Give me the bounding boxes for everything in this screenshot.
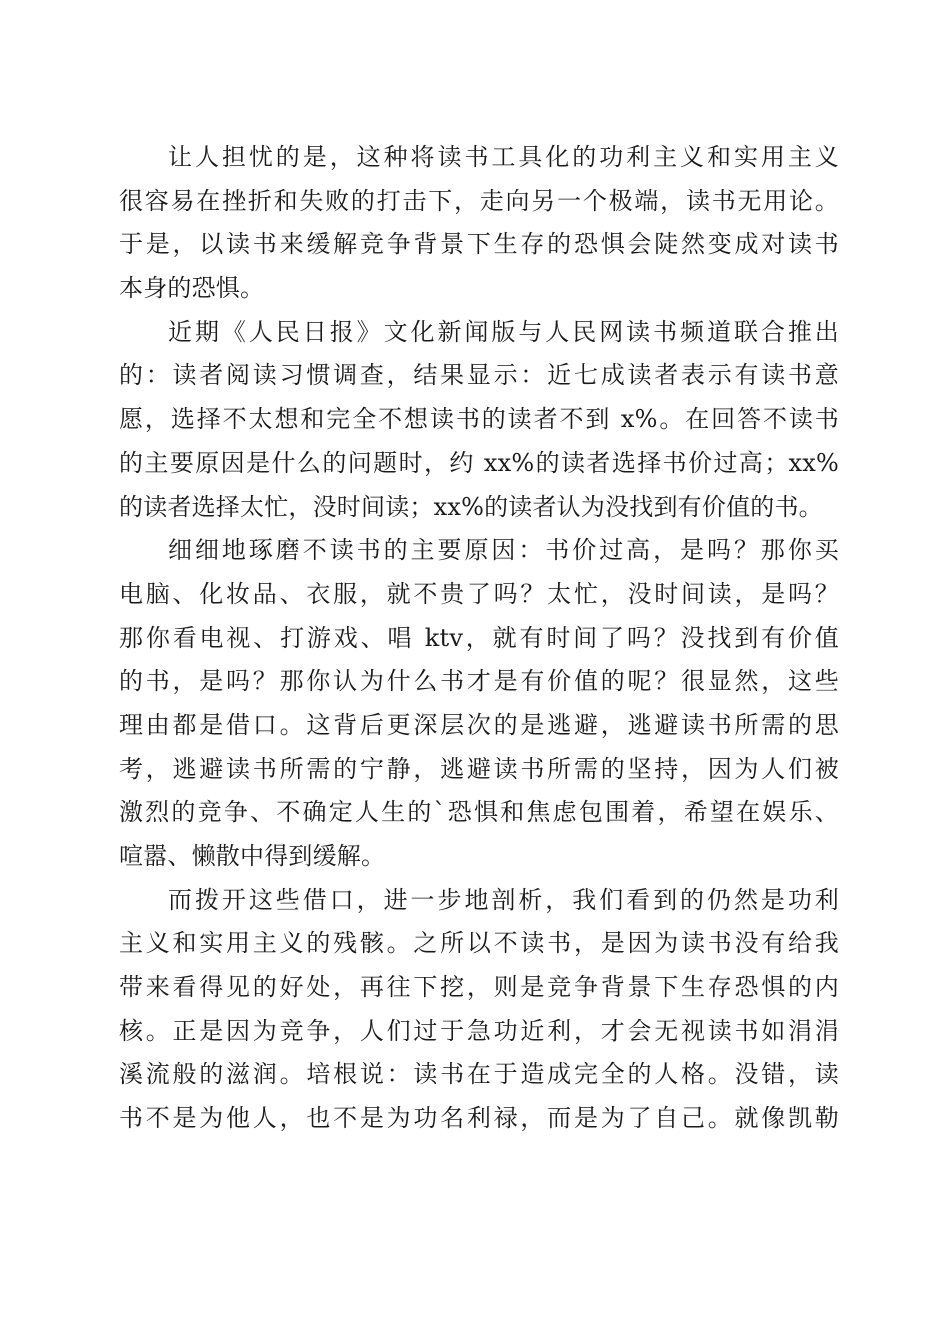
paragraph-line: 愿，选择不太想和完全不想读书的读者不到 x%。在回答不读书 xyxy=(119,405,839,434)
paragraph-line: 电脑、化妆品、衣服，就不贵了吗？太忙，没时间读，是吗？ xyxy=(119,579,839,608)
paragraph-line: 于是，以读书来缓解竞争背景下生存的恐惧会陡然变成对读书 xyxy=(119,230,839,259)
paragraph-line: 近期《人民日报》文化新闻版与人民网读书频道联合推出 xyxy=(168,317,839,346)
paragraph-line: 核。正是因为竞争，人们过于急功近利，才会无视读书如涓涓 xyxy=(119,1016,839,1045)
paragraph-line: 的书，是吗？那你认为什么书才是有价值的呢？很显然，这些 xyxy=(119,667,839,696)
paragraph-line: 主义和实用主义的残骸。之所以不读书，是因为读书没有给我 xyxy=(119,929,839,958)
paragraph-line: 让人担忧的是，这种将读书工具化的功利主义和实用主义 xyxy=(168,143,839,171)
paragraph-line: 很容易在挫折和失败的打击下，走向另一个极端，读书无用论。 xyxy=(119,186,839,215)
document-body xyxy=(119,136,839,1141)
paragraph-line: 细细地琢磨不读书的主要原因：书价过高，是吗？那你买 xyxy=(168,536,839,565)
paragraph-3 xyxy=(119,529,839,879)
paragraph-line: 的主要原因是什么的问题时，约 xx%的读者选择书价过高；xx% xyxy=(119,448,839,477)
paragraph-line: 喧嚣、懒散中得到缓解。 xyxy=(119,842,386,870)
paragraph-line: 而拨开这些借口，进一步地剖析，我们看到的仍然是功利 xyxy=(168,885,839,914)
paragraph-line: 的读者选择太忙，没时间读；xx%的读者认为没找到有价值的书。 xyxy=(119,492,823,521)
paragraph-line: 溪流般的滋润。培根说：读书在于造成完全的人格。没错，读 xyxy=(119,1060,839,1089)
paragraph-line: 本身的恐惧。 xyxy=(119,274,265,303)
paragraph-line: 那你看电视、打游戏、唱 ktv，就有时间了吗？没找到有价值 xyxy=(119,623,839,652)
paragraph-line: 激烈的竞争、不确定人生的`恐惧和焦虑包围着，希望在娱乐、 xyxy=(119,798,839,827)
paragraph-4 xyxy=(119,879,839,1141)
paragraph-line: 考，逃避读书所需的宁静，逃避读书所需的坚持，因为人们被 xyxy=(119,754,839,783)
paragraph-line: 书不是为他人，也不是为功名利禄，而是为了自己。就像凯勒 xyxy=(119,1104,839,1133)
paragraph-line: 的：读者阅读习惯调查，结果显示：近七成读者表示有读书意 xyxy=(119,361,839,390)
paragraph-line: 带来看得见的好处，再往下挖，则是竞争背景下生存恐惧的内 xyxy=(119,973,839,1002)
paragraph-line: 理由都是借口。这背后更深层次的是逃避，逃避读书所需的思 xyxy=(119,710,839,739)
paragraph-1 xyxy=(119,136,839,311)
paragraph-2 xyxy=(119,311,839,529)
